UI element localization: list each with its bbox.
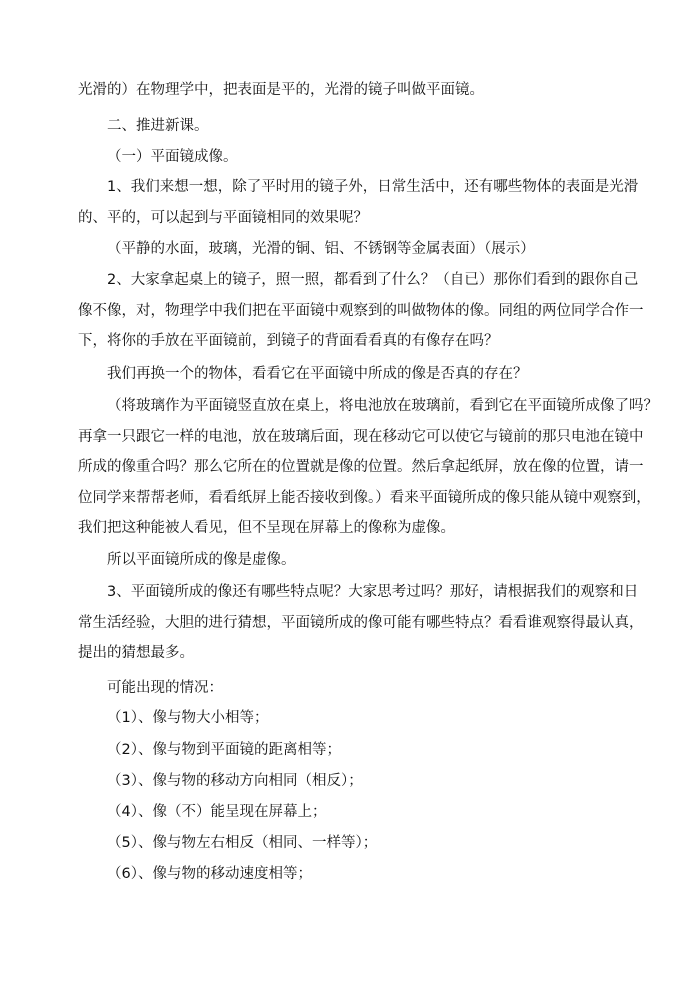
text-line: 所以平面镜所成的像是虚像。 <box>107 552 296 568</box>
text-line: 二、推进新课。 <box>107 118 209 134</box>
text-line: 像不像，对，物理学中我们把在平面镜中观察到的叫做物体的像。同组的两位同学合作一 <box>78 302 644 319</box>
section-heading-new-lesson <box>78 111 618 142</box>
text-line: 提出的猜想最多。 <box>78 645 194 661</box>
text-line: （3）、像与物的移动方向相同（相反）； <box>107 773 363 789</box>
subsection-heading-plane-mirror <box>78 142 618 173</box>
paragraph-another-object <box>78 359 618 390</box>
text-line: （平静的水面，玻璃，光滑的铜、铝、不锈钢等金属表面）（展示） <box>107 241 535 257</box>
text-line: 下，将你的手放在平面镜前，到镜子的背面看看真的有像存在吗？ <box>78 333 499 349</box>
text-line: 我们把这种能被人看见，但不呈现在屏幕上的像称为虚像。 <box>78 520 455 536</box>
text-line: （2）、像与物到平面镜的距离相等； <box>107 742 341 758</box>
text-line: （4）、像（不）能呈现在屏幕上； <box>107 804 327 820</box>
list-item-case-2 <box>78 735 618 766</box>
paragraph-experiment <box>78 391 658 544</box>
text-line: （1）、像与物大小相等； <box>107 710 269 726</box>
text-line: 的、平的，可以起到与平面镜相同的效果呢？ <box>78 209 368 226</box>
text-line: （一）平面镜成像。 <box>107 149 238 165</box>
paragraph-question-2 <box>78 265 644 357</box>
text-line: 3、平面镜所成的像还有哪些特点呢？大家思考过吗？那好，请根据我们的观察和日 <box>107 584 639 600</box>
paragraph-question-3 <box>78 577 644 669</box>
text-line: 我们再换一个的物体，看看它在平面镜中所成的像是否真的存在？ <box>107 366 528 382</box>
paragraph-question-1 <box>78 172 639 233</box>
text-line: 所成的像重合吗？那么它所在的位置就是像的位置。然后拿起纸屏，放在像的位置，请一 <box>78 459 644 475</box>
text-line: （将玻璃作为平面镜竖直放在桌上，将电池放在玻璃前，看到它在平面镜所成像了吗？ <box>107 398 658 414</box>
text-line: （6）、像与物的移动速度相等； <box>107 866 312 882</box>
text-line: 位同学来帮帮老师，看看纸屏上能否接收到像。）看来平面镜所成的像只能从镜中观察到， <box>78 489 651 506</box>
text-line: 再拿一只跟它一样的电池，放在玻璃后面，现在移动它可以使它与镜前的那只电池在镜中 <box>78 428 644 445</box>
text-line: 可能出现的情况： <box>107 680 223 696</box>
list-item-case-4 <box>78 797 618 828</box>
list-item-case-6 <box>78 859 618 890</box>
text-line: （5）、像与物左右相反（相同、一样等）； <box>107 835 378 851</box>
list-item-case-3 <box>78 766 618 797</box>
paragraph-intro-end <box>78 75 618 106</box>
list-item-case-5 <box>78 828 618 859</box>
paragraph-virtual-image <box>78 545 618 576</box>
text-line: 常生活经验，大胆的进行猜想，平面镜所成的像可能有哪些特点？看看谁观察得最认真， <box>78 614 644 631</box>
text-line: 1、我们来想一想，除了平时用的镜子外，日常生活中，还有哪些物体的表面是光滑 <box>107 179 639 195</box>
paragraph-answer-1 <box>78 234 618 265</box>
list-item-case-1 <box>78 703 618 734</box>
paragraph-possible-cases <box>78 673 618 704</box>
text-line: 光滑的）在物理学中，把表面是平的，光滑的镜子叫做平面镜。 <box>78 82 484 98</box>
text-line: 2、大家拿起桌上的镜子，照一照，都看到了什么？（自已）那你们看到的跟你自己 <box>107 272 639 288</box>
